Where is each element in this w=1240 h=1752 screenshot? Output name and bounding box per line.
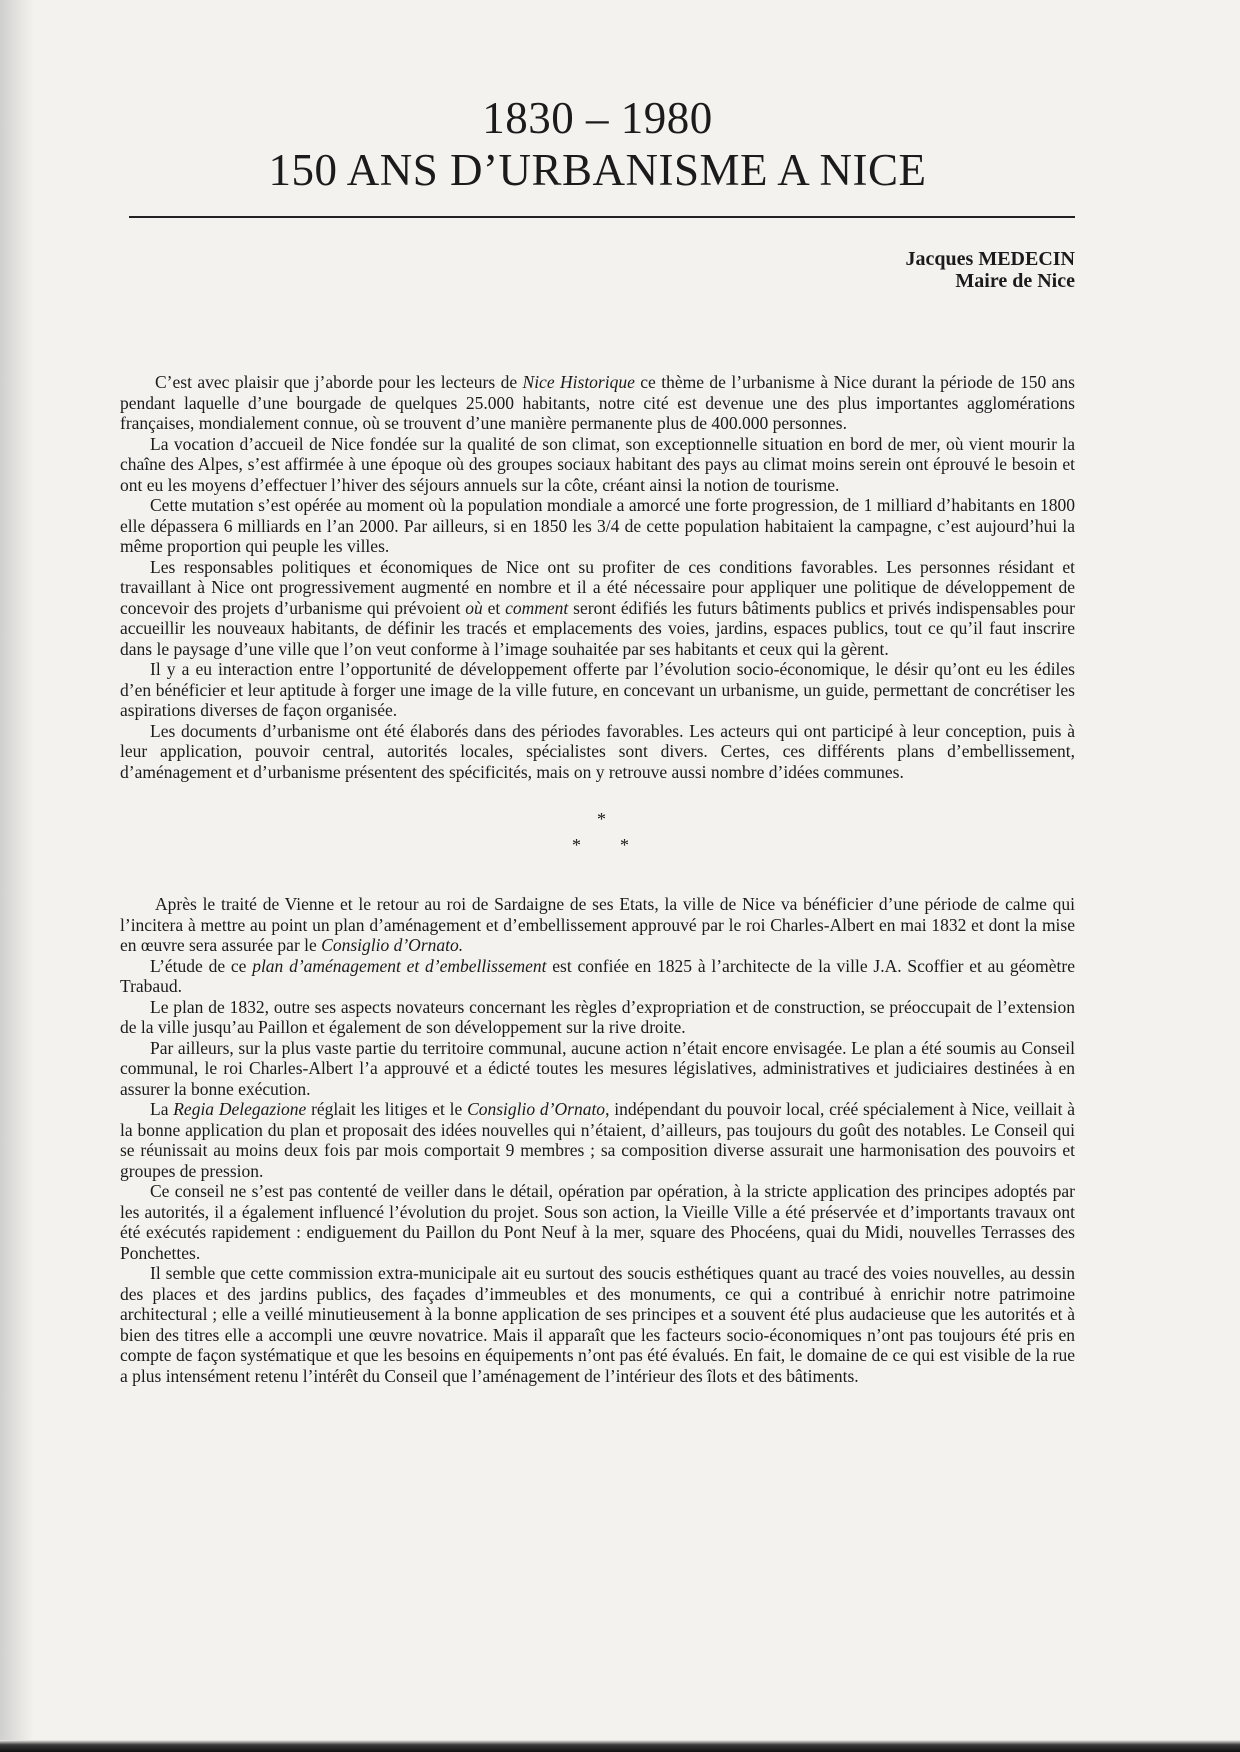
text-run: La bbox=[150, 1099, 174, 1119]
author-name: Jacques MEDECIN bbox=[905, 248, 1075, 270]
asterisk: * bbox=[620, 835, 629, 855]
paragraph: Le plan de 1832, outre ses aspects novateurs concernant les règles d’expropriation et de construction, se préoccupait de l’extension de la ville jusqu’au Paillon et également de son développement sur la rive droite. bbox=[120, 996, 1075, 1037]
text-run: et bbox=[482, 597, 506, 618]
italic-run: Consiglio d’Ornato bbox=[467, 1099, 606, 1119]
text-run: , indépendant du pouvoir local, créé spécialement à Nice, veillait à la bonne application du plan et proposait des idées nouvelles qui n’étaient, d’ailleurs, pas toujours du goût des notables. Le Conseil qui se réunissait au moins deux fois par mois comportait 9 membres ; sa composition diverse assurait une harmonisation des pouvoirs et groupes de pression. bbox=[120, 1099, 1075, 1181]
text-run: seront édifiés les futurs bâtiments publics et privés indispensables pour accueillir les nouveaux habitants, de définir les tracés et emplacements des voies, jardins, espaces publics, tout ce qu’il faut inscrire dans le paysage d’une ville que l’on veut conforme à l’image souhaitée par ses habitants et ceux qui la gèrent. bbox=[120, 597, 1075, 659]
scan-edge-bottom bbox=[0, 1740, 1240, 1752]
paragraph: La vocation d’accueil de Nice fondée sur la qualité de son climat, son exceptionnelle situation en bord de mer, où vient mourir la chaîne des Alpes, s’est affirmée à une époque où des groupes sociaux habitant des pays au climat moins serein ont éprouvé le besoin et ont eu les moyens d’effectuer l’hiver des séjours annuels sur la côte, créant ainsi la notion de tourisme. bbox=[120, 433, 1075, 495]
document-page bbox=[120, 92, 1075, 1386]
title-block bbox=[120, 92, 1075, 196]
paragraph bbox=[120, 372, 1075, 434]
paragraph: Il y a eu interaction entre l’opportunité de développement offerte par l’évolution socio-économique, le désir qu’ont eu les édiles d’en bénéficier et leur aptitude à forger une image de la ville future, en concevant un urbanisme, un guide, permettant de concrétiser les aspirations diverses de façon organisée. bbox=[120, 659, 1075, 720]
paragraph bbox=[120, 557, 1075, 660]
paragraph: Cette mutation s’est opérée au moment où la population mondiale a amorcé une forte progression, de 1 milliard d’habitants en 1800 elle dépassera 6 milliards en l’an 2000. Par ailleurs, si en 1850 les 3/4 de cette population habitaient la campagne, c’est aujourd’hui la même proportion qui peuple les villes. bbox=[120, 495, 1075, 556]
text-run: L’étude de ce bbox=[150, 955, 253, 976]
title-rule bbox=[129, 216, 1075, 218]
italic-run: Consiglio d’Ornato. bbox=[321, 935, 464, 955]
italic-run: Nice Historique bbox=[522, 372, 635, 392]
title-main: 150 ANS D’URBANISME A NICE bbox=[268, 145, 927, 195]
paragraph bbox=[120, 956, 1075, 997]
paragraph bbox=[120, 1099, 1075, 1181]
section-history bbox=[120, 894, 1075, 1386]
italic-run: où bbox=[465, 597, 483, 618]
italic-run: Regia Delegazione bbox=[173, 1099, 307, 1119]
italic-run: plan d’aménagement et d’embellissement bbox=[252, 955, 547, 976]
paragraph: Ce conseil ne s’est pas contenté de veiller dans le détail, opération par opération, à la stricte application des principes adoptés par les autorités, il a également influencé l’évolution du projet. Sous son action, la Vieille Ville a été préservée et d’importants travaux ont été exécutés rapidement : endiguement du Paillon du Pont Neuf à la mer, square des Phocéens, quai du Midi, nouvelles Terrasses des Ponchettes. bbox=[120, 1181, 1075, 1263]
paragraph: Les documents d’urbanisme ont été élaborés dans des périodes favorables. Les acteurs qui ont participé à leur conception, puis à leur application, pouvoir central, autorités locales, spécialistes sont divers. Certes, ces différents plans d’embellissement, d’aménagement et d’urbanisme présentent des spécificités, mais on y retrouve aussi nombre d’idées communes. bbox=[120, 720, 1075, 782]
author-block bbox=[120, 248, 1075, 292]
text-run: Après le traité de Vienne et le retour au roi de Sardaigne de ses Etats, la ville de Nice va bénéficier d’une période de calme qui l’incitera à mettre au point un plan d’aménagement et d’embellissement approuvé par le roi Charles-Albert en mai 1832 et dont la mise en œuvre sera assurée par le bbox=[120, 894, 1075, 955]
asterisk: * bbox=[597, 809, 606, 829]
text-run: est confiée en 1825 à l’architecte de la ville J.A. Scoffier et au géomètre Trabaud. bbox=[120, 955, 1075, 996]
author-role: Maire de Nice bbox=[955, 270, 1075, 292]
text-run: Les responsables politiques et économiques de Nice ont su profiter de ces conditions favorables. Les personnes résidant et travaillant à Nice ont progressivement augmenté en nombre et il a été nécessaire pour appliquer une politique de développement de concevoir des projets d’urbanisme qui prévoient bbox=[120, 556, 1075, 618]
asterisk: * bbox=[572, 835, 581, 855]
paragraph: Il semble que cette commission extra-municipale ait eu surtout des soucis esthétiques quant au tracé des voies nouvelles, au dessin des places et des jardins publics, des façades d’immeubles et des monuments, ce qui a contribué à enrichir notre patrimoine architectural ; elle a veillé minutieusement à la bonne application de ses principes et a souvent été plus audacieuse que les autorités et à bien des titres elle a accompli une œuvre novatrice. Mais il apparaît que les facteurs socio-économiques n’ont pas toujours été pris en compte de façon systématique et que les besoins en équipements n’ont pas été évalués. En fait, le domaine de ce qui est visible de la rue a plus intensément retenu l’intérêt du Conseil que l’aménagement de l’intérieur des îlots et des bâtiments. bbox=[120, 1263, 1075, 1386]
section-intro bbox=[120, 372, 1075, 782]
paragraph bbox=[120, 894, 1075, 956]
text-run: réglait les litiges et le bbox=[306, 1099, 468, 1119]
italic-run: comment bbox=[505, 597, 569, 618]
title-years: 1830 – 1980 bbox=[482, 93, 713, 143]
scan-edge-left bbox=[0, 0, 34, 1752]
paragraph: Par ailleurs, sur la plus vaste partie du territoire communal, aucune action n’était encore envisagée. Le plan a été soumis au Conseil communal, le roi Charles-Albert l’a approuvé et a édicté toutes les mesures législatives, administratives et judiciaires destinées à en assurer la bonne exécution. bbox=[120, 1037, 1075, 1099]
text-run: ce thème de l’urbanisme à Nice durant la période de 150 ans pendant laquelle d’une bourgade de quelques 25.000 habitants, notre cité est devenue une des plus importantes agglomérations françaises, mondialement connue, où se trouvent d’une manière permanente plus de 400.000 personnes. bbox=[120, 372, 1075, 433]
text-run: C’est avec plaisir que j’aborde pour les lecteurs de bbox=[155, 372, 523, 392]
section-divider-asterism bbox=[120, 804, 1075, 864]
